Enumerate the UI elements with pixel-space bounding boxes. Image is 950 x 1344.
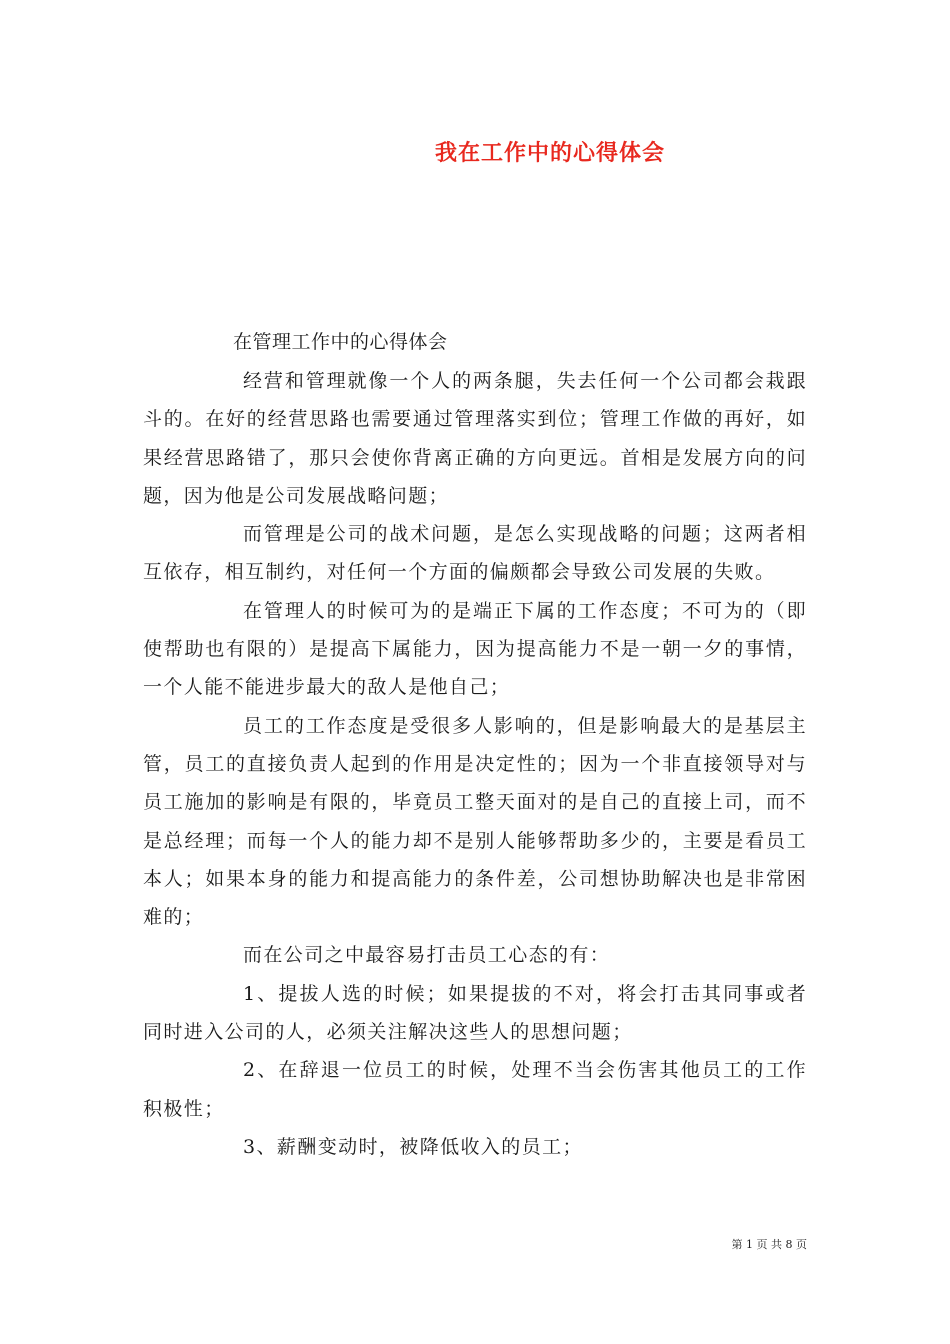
- paragraph-7: 2、在辞退一位员工的时候，处理不当会伤害其他员工的工作积极性；: [143, 1059, 807, 1120]
- paragraph-2: 而管理是公司的战术问题，是怎么实现战略的问题；这两者相互依存，相互制约，对任何一个方面的偏颇都会导致公司发展的失败。: [143, 523, 807, 584]
- paragraph-6: 1、提拔人选的时候；如果提拔的不对，将会打击其同事或者同时进入公司的人，必须关注解决这些人的思想问题；: [143, 982, 807, 1044]
- paragraph-3: 在管理人的时候可为的是端正下属的工作态度；不可为的（即使帮助也有限的）是提高下属能力，因为提高能力不是一朝一夕的事情，一个人能不能进步最大的敌人是他自己；: [143, 599, 807, 699]
- document-body: [143, 362, 807, 1166]
- document-subtitle: 在管理工作中的心得体会: [233, 331, 448, 353]
- paragraph-5: 而在公司之中最容易打击员工心态的有：: [243, 944, 611, 967]
- paragraph-8: 3、薪酬变动时，被降低收入的员工；: [243, 1135, 583, 1158]
- document-title: 我在工作中的心得体会: [434, 140, 665, 166]
- paragraph-1: 经营和管理就像一个人的两条腿，失去任何一个公司都会栽跟斗的。在好的经营思路也需要通过管理落实到位；管理工作做的再好，如果经营思路错了，那只会使你背离正确的方向更远。首相是发展方向的问题，因为他是公司发展战略问题；: [143, 370, 807, 507]
- page-number-footer: 第 1 页 共 8 页: [731, 1238, 807, 1251]
- paragraph-4: 员工的工作态度是受很多人影响的，但是影响最大的是基层主管，员工的直接负责人起到的作用是决定性的；因为一个非直接领导对与员工施加的影响是有限的，毕竟员工整天面对的是自己的直接上司，而不是总经理；而每一个人的能力却不是别人能够帮助多少的，主要是看员工本人；如果本身的能力和提高能力的条件差，公司想协助解决也是非常困难的；: [143, 714, 807, 929]
